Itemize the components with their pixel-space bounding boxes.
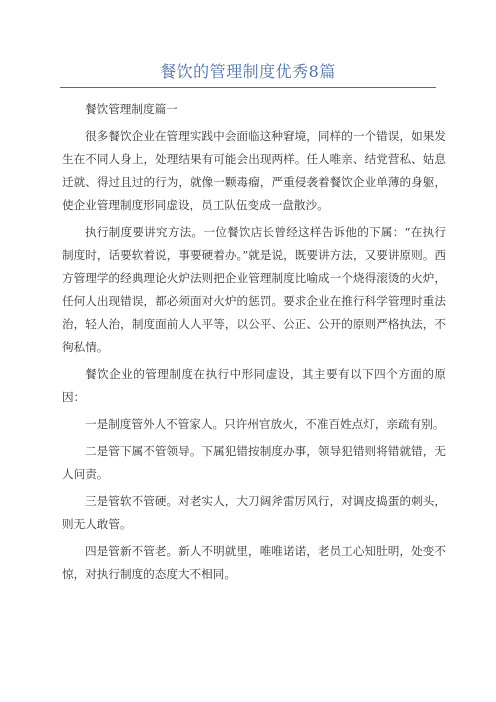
paragraph-reasons: 餐饮企业的管理制度在执行中形同虚设，其主要有以下四个方面的原因： bbox=[62, 367, 446, 404]
paragraph-intro: 很多餐饮企业在管理实践中会面临这种窘境，同样的一个错误，如果发生在不同人身上，处理结果有可能会出现两样。任人唯亲、结党营私、姑息迁就、得过且过的行为，就像一颗毒瘤，严重侵袭着餐饮企业单薄的身躯，使企业管理制度形同虚设，员工队伍变成一盘散沙。 bbox=[62, 129, 446, 212]
paragraph-reason-3: 三是管软不管硬。对老实人，大刀阔斧雷厉风行，对调皮捣蛋的刺头，则无人敢管。 bbox=[62, 494, 446, 531]
title-divider bbox=[60, 87, 436, 88]
paragraph-reason-4: 四是管新不管老。新人不明就里，唯唯诺诺，老员工心知肚明，处变不惊，对执行制度的态度大不相同。 bbox=[62, 544, 446, 581]
section-heading: 餐饮管理制度篇一 bbox=[85, 102, 178, 116]
document-body bbox=[62, 98, 446, 590]
document-title: 餐饮的管理制度优秀8篇 bbox=[160, 62, 336, 81]
paragraph-reason-2: 二是管下属不管领导。下属犯错按制度办事，领导犯错则将错就错，无人问责。 bbox=[62, 444, 446, 481]
paragraph-reason-1: 一是制度管外人不管家人。只许州官放火，不准百姓点灯，亲疏有别。 bbox=[85, 417, 445, 431]
paragraph-method: 执行制度要讲究方法。一位餐饮店长曾经这样告诉他的下属：“在执行制度时，话要软着说，事要硬着办。”就是说，既要讲方法，又要讲原则。西方管理学的经典理论火炉法则把企业管理制度比喻成一个烧得滚烫的火炉，任何人出现错误，都必须面对火炉的惩罚。要求企业在推行科学管理时重法治，轻人治，制度面前人人平等，以公平、公正、公开的原则严格执法，不徇私情。 bbox=[62, 225, 446, 354]
